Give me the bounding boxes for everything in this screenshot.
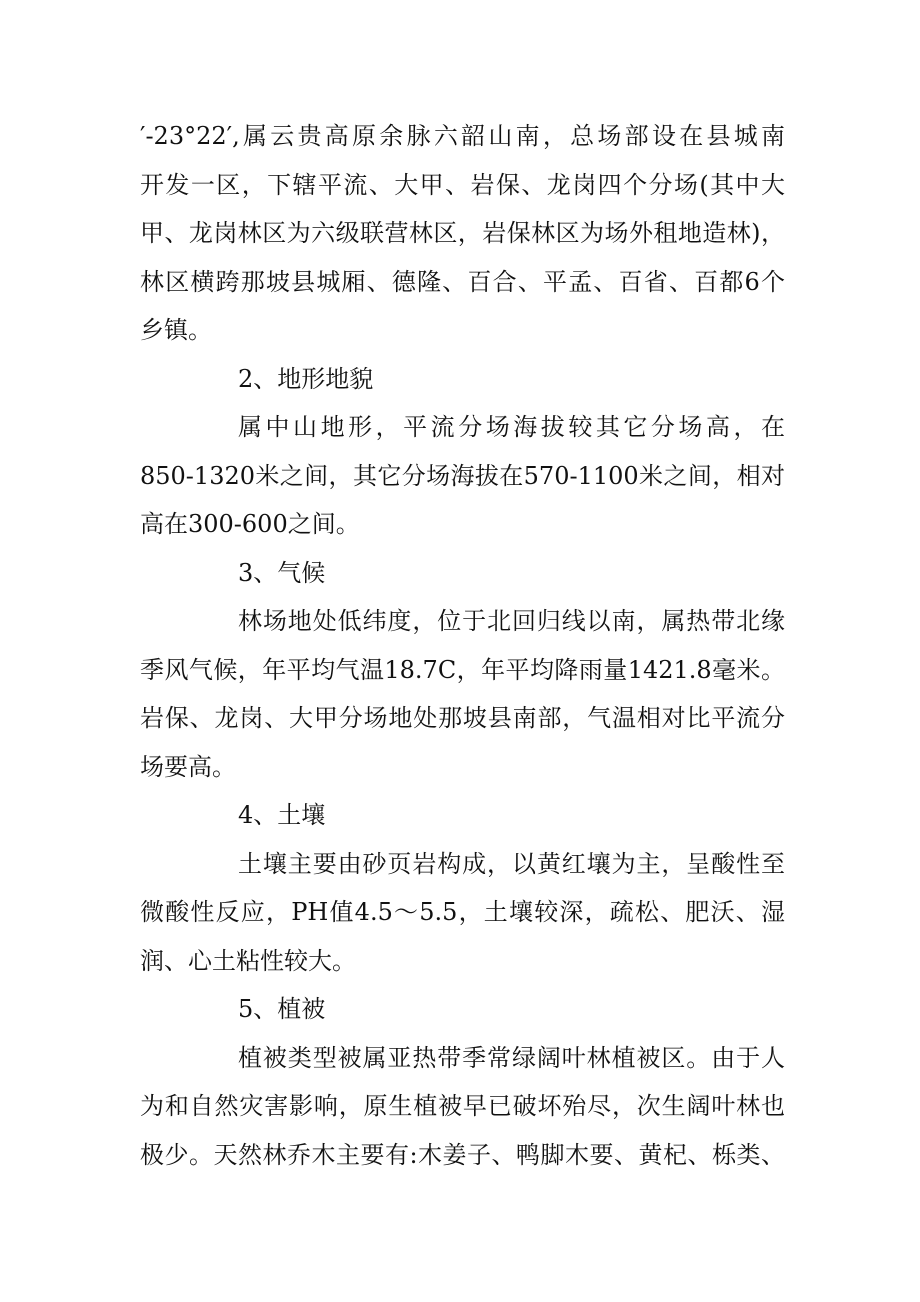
text-line: 场要高。 <box>140 752 236 781</box>
section-heading: 4、土壤 <box>238 801 326 829</box>
section-heading: 3、气候 <box>238 558 326 587</box>
text-line: 850-1320米之间，其它分场海拔在570-1100米之间，相对 <box>140 461 785 490</box>
text-line: ′-23°22′,属云贵高原余脉六韶山南，总场部设在县城南 <box>140 122 785 150</box>
text-line: 岩保、龙岗、大甲分场地处那坡县南部，气温相对比平流分 <box>140 704 785 732</box>
body-text <box>140 112 785 1179</box>
text-line: 属中山地形，平流分场海拔较其它分场高，在 <box>238 413 785 441</box>
text-line: 为和自然灾害影响，原生植被早已破坏殆尽，次生阔叶林也 <box>140 1092 785 1120</box>
section-heading: 5、植被 <box>238 995 326 1023</box>
section-heading: 2、地形地貌 <box>238 364 374 393</box>
text-line: 土壤主要由砂页岩构成，以黄红壤为主，呈酸性至 <box>238 849 785 878</box>
text-line: 甲、龙岗林区为六级联营林区，岩保林区为场外租地造林)， <box>140 219 785 247</box>
text-line: 植被类型被属亚热带季常绿阔叶林植被区。由于人 <box>238 1043 785 1072</box>
text-line: 开发一区，下辖平流、大甲、岩保、龙岗四个分场(其中大 <box>140 170 785 199</box>
text-line: 极少。天然林乔木主要有:木姜子、鸭脚木要、黄杞、栎类、 <box>140 1140 785 1169</box>
text-line: 季风气候，年平均气温18.7C，年平均降雨量1421.8毫米。 <box>140 655 785 684</box>
text-line: 微酸性反应，PH值4.5～5.5，土壤较深，疏松、肥沃、湿 <box>140 898 785 926</box>
text-line: 乡镇。 <box>140 316 212 344</box>
text-line: 高在300-600之间。 <box>140 510 360 538</box>
text-line: 林区横跨那坡县城厢、德隆、百合、平孟、百省、百都6个 <box>140 267 785 296</box>
text-line: 润、心土粘性较大。 <box>140 946 356 975</box>
text-line: 林场地处低纬度，位于北回归线以南，属热带北缘 <box>238 607 785 635</box>
